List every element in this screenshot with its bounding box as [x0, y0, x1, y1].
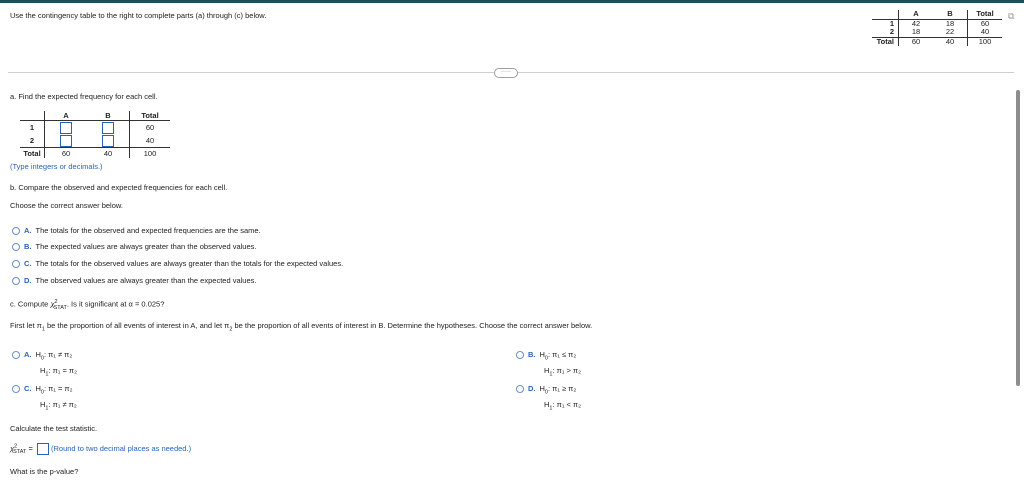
choose-instruction: Choose the correct answer below. — [10, 201, 123, 210]
radio-button[interactable] — [12, 243, 20, 251]
radio-button[interactable] — [12, 260, 20, 268]
radio-button[interactable] — [12, 277, 20, 285]
row-label: 1 — [29, 123, 35, 132]
option-letter: C. — [24, 259, 32, 268]
pvalue-label: What is the p-value? — [10, 467, 79, 476]
option-b-d[interactable] — [12, 276, 256, 285]
table-cell: 100 — [130, 148, 171, 159]
vertical-scrollbar[interactable] — [1016, 90, 1020, 386]
part-c-prompt: c. Compute $\chi^2_{STAT}$. Is it significant at α = 0.025? — [10, 299, 165, 311]
table-cell: 40 — [968, 28, 1003, 37]
part-a-prompt: a. Find the expected frequency for each cell. — [10, 92, 158, 101]
table-cell: 42 — [899, 19, 934, 28]
row-label: 1 — [889, 18, 894, 28]
option-b-a[interactable] — [12, 226, 261, 235]
row-label: 2 — [20, 134, 45, 148]
radio-button[interactable] — [12, 351, 20, 359]
round-hint: (Round to two decimal places as needed.) — [50, 443, 192, 453]
option-c-d[interactable]: D. $H_0$: π₁ ≥ π₂ $H_1$: π₁ < π₂ — [516, 384, 581, 411]
expected-frequency-table — [20, 111, 170, 158]
option-b-b[interactable] — [12, 242, 256, 251]
option-text: The totals for the observed values are always greater than the totals for the expected values. — [35, 259, 344, 268]
option-text: The observed values are always greater than the expected values. — [35, 276, 257, 285]
test-statistic-row: $\chi^2_{STAT}$ = (Round to two decimal places as needed.) — [10, 443, 192, 456]
hypothesis-intro: First let $\pi_1$ be the proportion of all events of interest in A, and let $\pi_2$ be the proportion of all events of interest in B. Determine the hypotheses. Choose the correct answer below. — [10, 321, 593, 333]
option-letter: A. — [24, 226, 32, 235]
col-header-a: A — [45, 111, 88, 121]
col-header-b: B — [87, 111, 130, 121]
part-b-prompt: b. Compare the observed and expected frequencies for each cell. — [10, 183, 228, 192]
expected-2a-input[interactable] — [60, 135, 72, 147]
expected-2b-input[interactable] — [102, 135, 114, 147]
option-b-c[interactable] — [12, 259, 343, 268]
radio-button[interactable] — [12, 385, 20, 393]
copy-icon[interactable]: ⧉ — [1008, 11, 1015, 21]
row-label: Total — [876, 36, 894, 46]
top-accent-bar — [0, 0, 1024, 3]
col-header-total: Total — [968, 10, 1003, 19]
expected-1a-input[interactable] — [60, 122, 72, 134]
option-letter: D. — [24, 276, 32, 285]
option-text: The totals for the observed and expected frequencies are the same. — [35, 226, 261, 235]
input-hint: (Type integers or decimals.) — [10, 162, 103, 171]
table-cell: 22 — [933, 28, 968, 37]
table-cell: 60 — [899, 37, 934, 46]
table-cell: 40 — [945, 36, 955, 46]
table-cell: 60 — [130, 121, 171, 135]
table-cell: 18 — [899, 28, 934, 37]
radio-button[interactable] — [516, 385, 524, 393]
contingency-table — [872, 10, 1002, 46]
expected-1b-input[interactable] — [102, 122, 114, 134]
expand-handle[interactable]: ····· — [494, 68, 518, 78]
table-cell: 100 — [968, 37, 1003, 46]
radio-button[interactable] — [516, 351, 524, 359]
table-cell: 40 — [103, 148, 113, 158]
table-cell: 60 — [968, 19, 1003, 28]
radio-button[interactable] — [12, 227, 20, 235]
row-label: 2 — [872, 28, 899, 37]
option-c-b[interactable]: B. $H_0$: π₁ ≤ π₂ $H_1$: π₁ > π₂ — [516, 350, 581, 377]
option-c-c[interactable]: C. $H_0$: π₁ = π₂ $H_1$: π₁ ≠ π₂ — [12, 384, 77, 411]
table-cell: 18 — [945, 18, 955, 28]
option-c-a[interactable]: A. $H_0$: π₁ ≠ π₂ $H_1$: π₁ = π₂ — [12, 350, 77, 377]
col-header-a: A — [899, 10, 934, 19]
row-label: Total — [23, 148, 41, 158]
col-header-total: Total — [130, 111, 171, 121]
top-instruction: Use the contingency table to the right to complete parts (a) through (c) below. — [10, 11, 267, 20]
col-header-b: B — [933, 10, 968, 19]
option-text: The expected values are always greater than the observed values. — [35, 242, 257, 251]
table-cell: 60 — [45, 148, 88, 159]
calc-label: Calculate the test statistic. — [10, 424, 98, 433]
table-cell: 40 — [130, 134, 171, 148]
option-letter: B. — [24, 242, 32, 251]
test-statistic-input[interactable] — [37, 443, 49, 455]
